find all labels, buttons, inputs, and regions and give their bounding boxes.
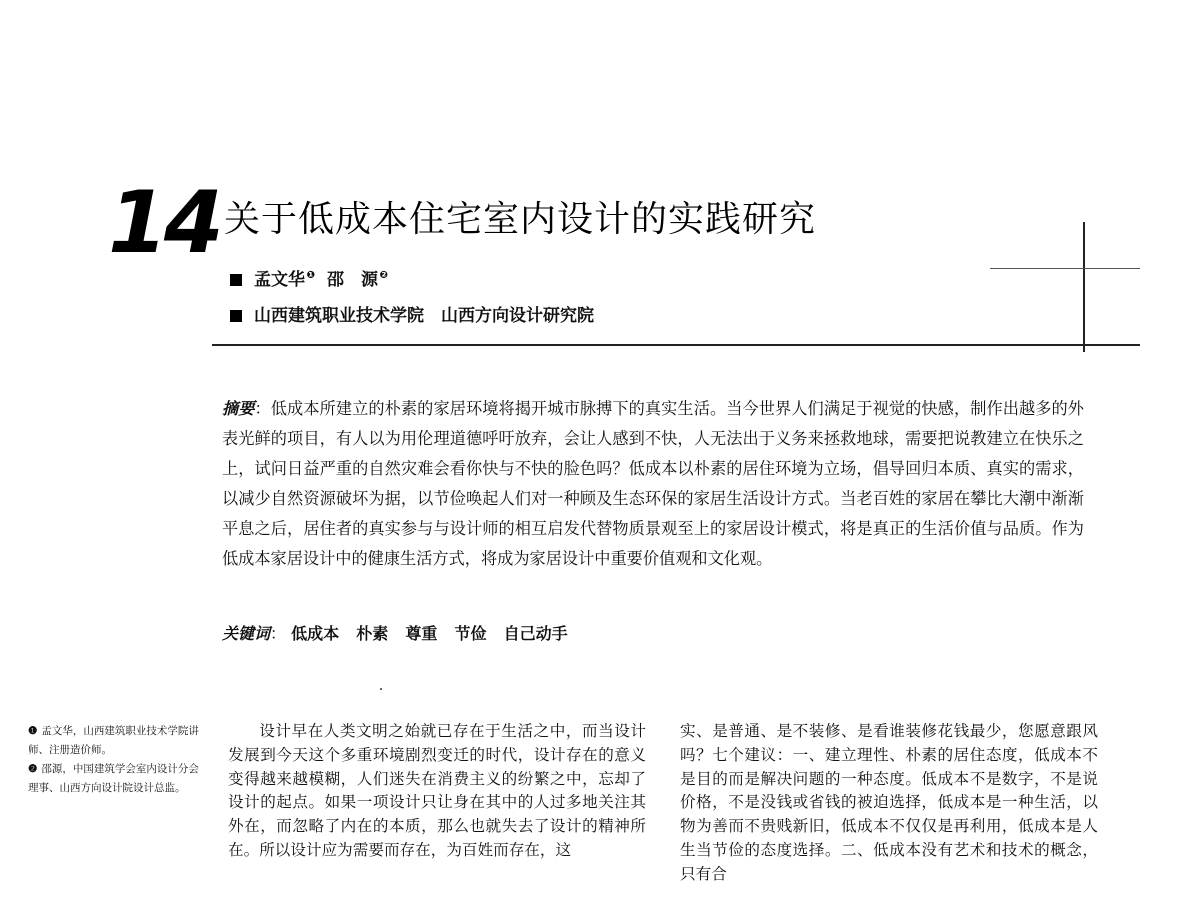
abstract-text: ：低成本所建立的朴素的家居环境将揭开城市脉搏下的真实生活。当今世界人们满足于视觉的快感，制作出越多的外表光鲜的项目，有人以为用伦理道德呼吁放弃，会让人感到不快，人无法出于义务来拯救地球，需要把说教建立在快乐之上，试问日益严重的自然灾难会看你快与不快的脸色吗？低成本以朴素的居住环境为立场，倡导回归本质、真实的需求，以减少自然资源破坏为据，以节俭唤起人们对一种顾及生态环保的家居生活设计方式。当老百姓的家居在攀比大潮中渐渐平息之后，居住者的真实参与与设计师的相互启发代替物质景观至上的家居设计模式，将是真正的生活价值与品质。作为低成本家居设计中的健康生活方式，将成为家居设计中重要价值观和文化观。	[222, 399, 1084, 568]
keyword: 低成本	[291, 624, 340, 643]
decorative-vertical-rule	[1083, 222, 1085, 352]
bullet-square-icon	[230, 274, 242, 286]
keyword: 朴素	[356, 624, 389, 643]
header-divider	[212, 344, 1140, 346]
affiliation-line	[230, 304, 594, 328]
decorative-short-rule	[990, 268, 1140, 269]
abstract	[222, 394, 1084, 574]
keyword: 节俭	[454, 624, 487, 643]
footnotes	[28, 722, 208, 798]
body-column-left: 设计早在人类文明之始就已存在于生活之中，而当设计发展到今天这个多重环境剧烈变迁的时代，设计存在的意义变得越来越模糊，人们迷失在消费主义的纷繁之中，忘却了设计的起点。如果一项设计只让身在其中的人过多地关注其外在，而忽略了内在的本质，那么也就失去了设计的精神所在。所以设计应为需要而存在，为百姓而存在，这	[228, 722, 646, 859]
body-column-right: 实、是普通、是不装修、是看谁装修花钱最少，您愿意跟风吗？七个建议：一、建立理性、朴素的居住态度，低成本不是目的而是解决问题的一种态度。低成本不是数字，不是说价格，不是没钱或省钱的被迫选择，低成本是一种生活，以物为善而不贵贱新旧，低成本不仅仅是再利用，低成本是人生当节俭的态度选择。二、低成本没有艺术和技术的概念，只有合	[680, 722, 1098, 883]
author-name: 邵 源 ❷	[327, 270, 388, 290]
footnote: ❷ 邵源，中国建筑学会室内设计分会理事、山西方向设计院设计总监。	[28, 763, 199, 794]
bullet-square-icon	[230, 310, 242, 322]
paper-title: 关于低成本住宅室内设计的实践研究	[224, 199, 817, 240]
keyword: 尊重	[405, 624, 438, 643]
stray-dot	[380, 688, 382, 690]
author-name: 孟文华 ❶	[254, 270, 315, 290]
keywords: 关键词： 低成本 朴素 尊重 节俭 自己动手	[222, 624, 568, 643]
affiliation-text: 山西建筑职业技术学院 山西方向设计研究院	[254, 306, 594, 326]
abstract-label: 摘要	[222, 399, 255, 418]
keywords-label: 关键词	[222, 624, 271, 643]
author-line	[230, 268, 388, 292]
keyword: 自己动手	[503, 624, 568, 643]
chapter-number: 14	[108, 173, 220, 273]
footnote: ❶ 孟文华，山西建筑职业技术学院讲师、注册造价师。	[28, 725, 199, 756]
